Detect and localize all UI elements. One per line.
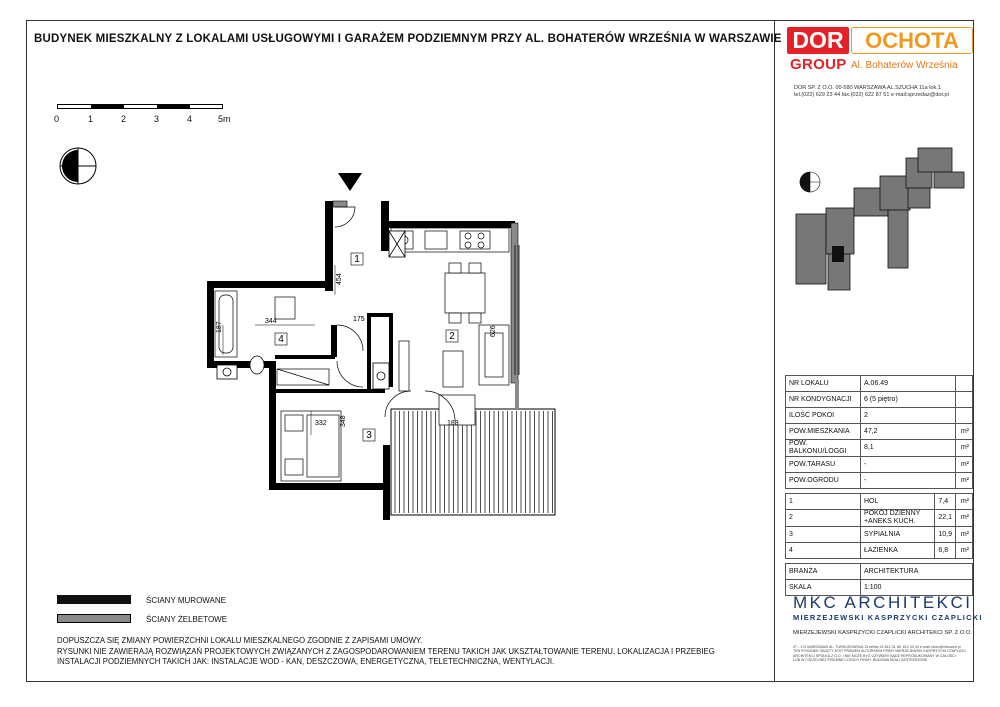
- scale-label-0: 0: [54, 114, 60, 124]
- info-label: POW.TARASU: [786, 457, 861, 473]
- dim-balcony-width: 188: [447, 420, 459, 427]
- footer-value: ARCHITEKTURA: [860, 564, 972, 580]
- info-value: 8,1: [860, 440, 955, 457]
- legend-concrete-label: ŚCIANY ŻELBETOWE: [146, 615, 228, 624]
- info-label: POW.MIESZKANIA: [786, 424, 861, 440]
- info-value: 47,2: [860, 424, 955, 440]
- scale-label-5: 5m: [218, 114, 231, 124]
- room-no: 1: [786, 494, 861, 510]
- scale-label-4: 4: [187, 114, 193, 124]
- legend-concrete-swatch: [57, 614, 131, 623]
- logo-address: Al. Bohaterów Września: [851, 60, 958, 71]
- footer-row: [786, 564, 973, 580]
- scale-bar: [57, 104, 223, 109]
- info-row: [786, 473, 973, 489]
- key-plan: [788, 148, 968, 298]
- dor-ochota-logo: [787, 27, 972, 77]
- info-unit: [956, 392, 973, 408]
- mkc-logo: MKC ARCHITEKCI: [793, 593, 973, 612]
- scale-label-2: 2: [121, 114, 127, 124]
- info-label: ILOŚĆ POKOI: [786, 408, 861, 424]
- room-unit: m²: [956, 494, 973, 510]
- info-row: [786, 392, 973, 408]
- architect-company: MIERZEJEWSKI KASPRZYCKI CZAPLICKI ARCHITEKCI SP. Z O.O.: [793, 630, 972, 636]
- room-number-2: 2: [449, 331, 455, 342]
- info-value: -: [860, 457, 955, 473]
- info-unit: m²: [956, 473, 973, 489]
- legend-masonry-label: ŚCIANY MUROWANE: [146, 596, 227, 605]
- info-label: NR KONDYGNACJI: [786, 392, 861, 408]
- scale-label-1: 1: [88, 114, 94, 124]
- room-name: SYPIALNIA: [860, 527, 934, 543]
- info-row: [786, 408, 973, 424]
- notes: [57, 636, 715, 668]
- developer-phone: tel.(022) 629 23 44 fax.(022) 622 87 51 e-mail:sprzedaz@dor.pl: [794, 92, 949, 98]
- legend-masonry-swatch: [57, 595, 131, 604]
- room-row: [786, 543, 973, 559]
- apartment-info-table: [785, 375, 973, 596]
- footer-label: SKALA: [786, 580, 861, 596]
- info-row: [786, 457, 973, 473]
- info-unit: m²: [956, 424, 973, 440]
- balcony-decking: [395, 411, 553, 513]
- note-line: INSTALACJI PODZIEMNYCH TAKICH JAK: INSTALACJE WOD - KAN, DESZCZOWA, ENERGETYCZNA, TELETECHNICZNA, WENTYLACJI.: [57, 657, 555, 666]
- developer-address: DOR SP. Z O.O. 00-580 WARSZAWA AL.SZUCHA 11a lok.1: [794, 85, 941, 91]
- logo-ochota: OCHOTA: [851, 27, 973, 54]
- sheet-title: BUDYNEK MIESZKALNY Z LOKALAMI USŁUGOWYMI I GARAŻEM PODZIEMNYM PRZY AL. BOHATERÓW WRZEŚNIA W WARSZAWIE: [34, 33, 782, 45]
- room-no: 4: [786, 543, 861, 559]
- room-no: 2: [786, 510, 861, 527]
- logo-dor: DOR: [787, 27, 849, 54]
- legal-line: ARCHITEKCI SPÓŁKA Z O.O. I NIE MOŻE BYĆ UŻYWANY BĄDŹ REPRODUKOWANY W CAŁOŚCI: [793, 653, 956, 658]
- dim-hall-width: 454: [336, 273, 343, 285]
- room-unit: m²: [956, 510, 973, 527]
- dim-bath-height: 187: [216, 321, 223, 333]
- architect-details: [793, 645, 966, 663]
- room-area: 10,9: [935, 527, 956, 543]
- footer-value: 1:100: [860, 580, 972, 596]
- scale-segment: [91, 105, 124, 108]
- dim-bath-width: 344: [265, 318, 277, 325]
- architect-address: 07 - 174 WARSZAWA UL. TURKUSOWSKA 13 tel/fax 22 612 31 85, 612 40 44 e-mail: biuro@mkcarch.pl: [793, 645, 961, 649]
- room-row: [786, 494, 973, 510]
- scale-label-3: 3: [154, 114, 160, 124]
- room-name: POKÓJ DZIENNY +ANEKS KUCH.: [860, 510, 934, 527]
- room-name: HOL: [860, 494, 934, 510]
- entrance-arrow-icon: [338, 173, 362, 191]
- info-unit: m²: [956, 457, 973, 473]
- floor-plan: [195, 165, 575, 525]
- mkc-subtitle: MIERZEJEWSKI KASPRZYCKI CZAPLICKI: [793, 613, 983, 622]
- info-value: A.06.49: [860, 376, 955, 392]
- dim-living-height: 626: [490, 325, 497, 337]
- legal-line: TEN RYSUNEK OBJĘTY JEST PRAWEM AUTORSKIM FIRMY MIERZEJEWSKI KASPRZYCKI CZAPLICKI: [793, 649, 966, 654]
- note-line: RYSUNKI NIE ZAWIERAJĄ ROZWIĄZAŃ PROJEKTOWYCH ZWIĄZANYCH Z ZAGOSPODAROWANIEM TERENU TAKICH JAK UKSZTAŁTOWANIE TERENU, LOKALIZACJA I PRZEBIEG: [57, 646, 715, 656]
- info-value: -: [860, 473, 955, 489]
- logo-group: GROUP: [790, 56, 847, 73]
- room-area: 7,4: [935, 494, 956, 510]
- footer-label: BRANŻA: [786, 564, 861, 580]
- note-line: DOPUSZCZA SIĘ ZMIANY POWIERZCHNI LOKALU MIESZKALNEGO ZGODNIE Z ZAPISAMI UMOWY.: [57, 636, 423, 645]
- room-number-3: 3: [366, 430, 372, 441]
- room-area: 6,8: [935, 543, 956, 559]
- legal-line: LUB W CZĘŚCI BEZ PISEMNEJ ZGODY FIRMY. BUDOWA SKALI ZASTRZEŻONE: [793, 658, 928, 663]
- info-unit: [956, 376, 973, 392]
- room-number-4: 4: [278, 334, 284, 345]
- north-arrow-icon: [58, 146, 98, 186]
- room-row: [786, 510, 973, 527]
- dim-bedroom-height: 348: [340, 415, 347, 427]
- developer-contact: [794, 85, 949, 99]
- room-row: [786, 527, 973, 543]
- room-unit: m²: [956, 543, 973, 559]
- info-label: POW. BALKONU/LOGGI: [786, 440, 861, 457]
- room-name: ŁAZIENKA: [860, 543, 934, 559]
- dim-door-width: 175: [353, 316, 365, 323]
- room-unit: m²: [956, 527, 973, 543]
- room-no: 3: [786, 527, 861, 543]
- room-area: 22,1: [935, 510, 956, 527]
- info-label: POW.OGRODU: [786, 473, 861, 489]
- info-value: 2: [860, 408, 955, 424]
- info-value: 6 (5 piętro): [860, 392, 955, 408]
- title-block-divider: [774, 20, 775, 682]
- info-row: [786, 440, 973, 457]
- info-unit: m²: [956, 440, 973, 457]
- dim-bedroom-width: 332: [315, 420, 327, 427]
- info-label: NR LOKALU: [786, 376, 861, 392]
- info-row: [786, 376, 973, 392]
- room-number-1: 1: [354, 254, 360, 265]
- info-row: [786, 424, 973, 440]
- scale-segment: [157, 105, 190, 108]
- info-unit: [956, 408, 973, 424]
